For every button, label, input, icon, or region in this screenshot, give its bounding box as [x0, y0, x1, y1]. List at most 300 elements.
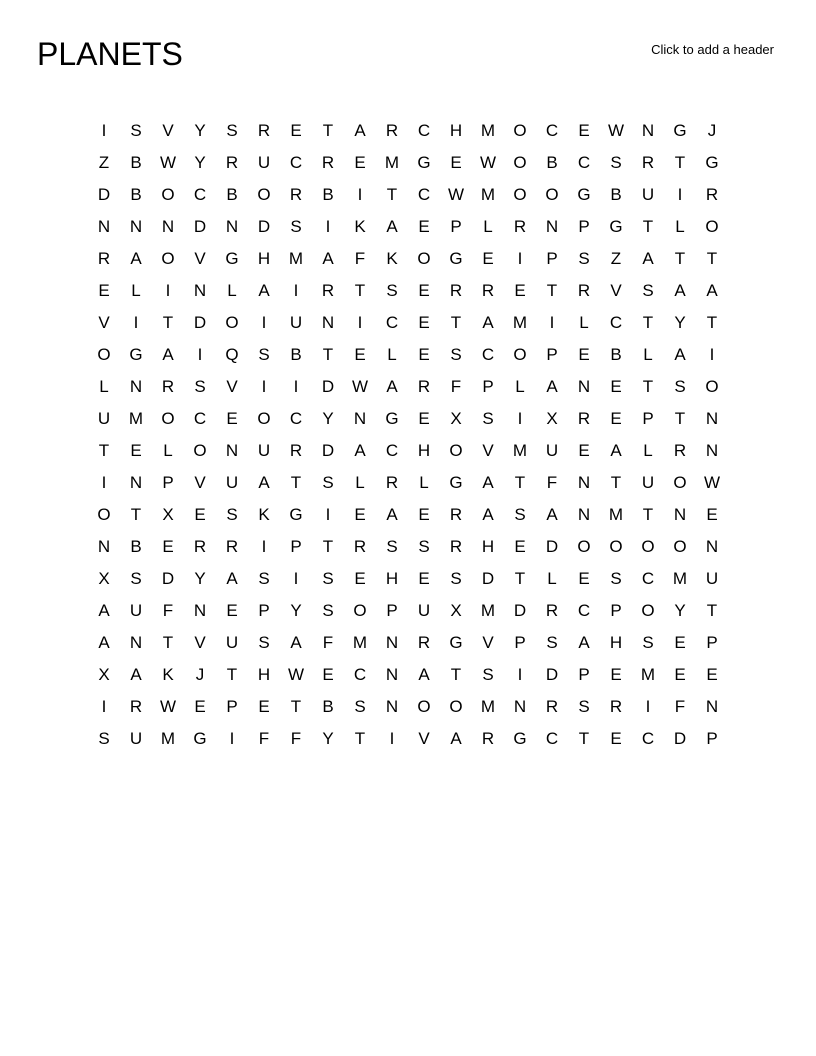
- grid-letter: P: [226, 697, 238, 716]
- grid-letter: R: [225, 153, 239, 172]
- grid-letter: T: [290, 473, 302, 492]
- grid-letter: R: [545, 697, 559, 716]
- grid-letter: I: [229, 729, 235, 748]
- grid-letter: S: [322, 569, 334, 588]
- grid-letter: M: [384, 153, 400, 172]
- grid-letter: E: [610, 729, 622, 748]
- grid-letter: V: [98, 313, 110, 332]
- grid-letter: A: [354, 441, 366, 460]
- grid-letter: A: [322, 249, 334, 268]
- grid-letter: X: [98, 665, 110, 684]
- grid-letter: N: [641, 121, 655, 140]
- grid-letter: E: [482, 249, 494, 268]
- grid-letter: L: [643, 441, 653, 460]
- grid-letter: I: [197, 345, 203, 364]
- grid-letter: L: [483, 217, 493, 236]
- grid-letter: C: [385, 313, 399, 332]
- grid-row: [88, 115, 728, 147]
- grid-letter: D: [481, 569, 495, 588]
- grid-letter: T: [354, 281, 366, 300]
- grid-letter: S: [322, 473, 334, 492]
- grid-letter: S: [674, 377, 686, 396]
- grid-letter: H: [417, 441, 431, 460]
- grid-letter: L: [163, 441, 173, 460]
- grid-letter: R: [673, 441, 687, 460]
- grid-letter: O: [513, 153, 527, 172]
- grid-letter: N: [129, 473, 143, 492]
- grid-letter: W: [447, 185, 465, 204]
- grid-letter: L: [675, 217, 685, 236]
- grid-letter: V: [482, 633, 494, 652]
- grid-letter: P: [642, 409, 654, 428]
- grid-letter: R: [577, 281, 591, 300]
- grid-letter: U: [225, 633, 239, 652]
- grid-letter: U: [97, 409, 111, 428]
- grid-letter: N: [577, 505, 591, 524]
- grid-letter: E: [610, 409, 622, 428]
- grid-letter: G: [129, 345, 143, 364]
- grid-letter: G: [705, 153, 719, 172]
- grid-letter: B: [322, 185, 334, 204]
- grid-letter: M: [128, 409, 144, 428]
- grid-letter: L: [579, 313, 589, 332]
- grid-letter: S: [226, 121, 238, 140]
- grid-row: [88, 403, 728, 435]
- grid-letter: C: [577, 601, 591, 620]
- grid-letter: U: [417, 601, 431, 620]
- grid-letter: E: [610, 665, 622, 684]
- grid-letter: I: [677, 185, 683, 204]
- grid-letter: I: [293, 281, 299, 300]
- grid-letter: B: [130, 185, 142, 204]
- grid-letter: N: [225, 441, 239, 460]
- grid-letter: G: [577, 185, 591, 204]
- grid-letter: N: [385, 665, 399, 684]
- grid-letter: I: [645, 697, 651, 716]
- grid-row: [88, 627, 728, 659]
- grid-letter: I: [357, 185, 363, 204]
- grid-letter: G: [513, 729, 527, 748]
- grid-letter: E: [194, 505, 206, 524]
- grid-letter: I: [325, 217, 331, 236]
- grid-letter: S: [450, 569, 462, 588]
- grid-letter: T: [354, 729, 366, 748]
- grid-letter: M: [512, 313, 528, 332]
- grid-letter: G: [449, 249, 463, 268]
- grid-letter: N: [321, 313, 335, 332]
- grid-letter: E: [674, 665, 686, 684]
- grid-letter: A: [482, 505, 494, 524]
- grid-letter: N: [161, 217, 175, 236]
- grid-letter: T: [642, 313, 654, 332]
- grid-letter: X: [546, 409, 558, 428]
- grid-letter: X: [98, 569, 110, 588]
- grid-letter: I: [261, 377, 267, 396]
- grid-letter: H: [481, 537, 495, 556]
- grid-letter: M: [512, 441, 528, 460]
- grid-letter: I: [389, 729, 395, 748]
- grid-letter: P: [546, 345, 558, 364]
- grid-letter: C: [193, 409, 207, 428]
- grid-letter: M: [608, 505, 624, 524]
- grid-letter: T: [674, 249, 686, 268]
- grid-letter: P: [578, 217, 590, 236]
- grid-letter: S: [130, 569, 142, 588]
- grid-letter: M: [480, 601, 496, 620]
- grid-letter: A: [162, 345, 174, 364]
- add-header-placeholder[interactable]: Click to add a header: [651, 42, 774, 57]
- grid-letter: C: [577, 153, 591, 172]
- grid-letter: C: [481, 345, 495, 364]
- grid-letter: T: [706, 313, 718, 332]
- grid-letter: A: [98, 633, 110, 652]
- grid-letter: O: [673, 473, 687, 492]
- grid-letter: A: [258, 473, 270, 492]
- grid-letter: V: [226, 377, 238, 396]
- grid-letter: S: [642, 281, 654, 300]
- grid-letter: E: [354, 153, 366, 172]
- grid-row: [88, 531, 728, 563]
- grid-letter: D: [97, 185, 111, 204]
- grid-letter: C: [353, 665, 367, 684]
- grid-letter: M: [672, 569, 688, 588]
- grid-letter: R: [449, 505, 463, 524]
- grid-letter: Y: [674, 313, 686, 332]
- grid-row: [88, 339, 728, 371]
- grid-letter: S: [354, 697, 366, 716]
- grid-letter: B: [610, 185, 622, 204]
- grid-letter: U: [129, 601, 143, 620]
- grid-letter: J: [195, 665, 205, 684]
- grid-letter: N: [129, 377, 143, 396]
- grid-letter: P: [610, 601, 622, 620]
- grid-letter: G: [193, 729, 207, 748]
- grid-letter: U: [545, 441, 559, 460]
- page-title: PLANETS: [37, 36, 183, 72]
- grid-letter: C: [641, 569, 655, 588]
- grid-letter: V: [162, 121, 174, 140]
- grid-letter: G: [417, 153, 431, 172]
- grid-letter: S: [386, 281, 398, 300]
- grid-letter: M: [480, 697, 496, 716]
- grid-letter: B: [290, 345, 302, 364]
- grid-letter: T: [98, 441, 110, 460]
- grid-letter: P: [258, 601, 270, 620]
- grid-letter: D: [193, 313, 207, 332]
- grid-letter: V: [194, 633, 206, 652]
- grid-letter: A: [290, 633, 302, 652]
- grid-letter: I: [101, 473, 107, 492]
- grid-letter: O: [705, 377, 719, 396]
- grid-letter: E: [98, 281, 110, 300]
- grid-letter: O: [161, 185, 175, 204]
- grid-letter: V: [610, 281, 622, 300]
- grid-row: [88, 243, 728, 275]
- grid-row: [88, 275, 728, 307]
- grid-letter: A: [706, 281, 718, 300]
- grid-letter: O: [513, 345, 527, 364]
- grid-letter: A: [450, 729, 462, 748]
- grid-letter: R: [417, 377, 431, 396]
- grid-letter: G: [385, 409, 399, 428]
- grid-letter: R: [289, 441, 303, 460]
- grid-letter: R: [353, 537, 367, 556]
- grid-letter: V: [482, 441, 494, 460]
- grid-letter: Y: [674, 601, 686, 620]
- grid-letter: G: [673, 121, 687, 140]
- grid-letter: E: [514, 537, 526, 556]
- grid-letter: O: [193, 441, 207, 460]
- grid-letter: I: [261, 313, 267, 332]
- grid-letter: C: [545, 121, 559, 140]
- grid-letter: U: [257, 153, 271, 172]
- grid-letter: A: [418, 665, 430, 684]
- grid-letter: I: [549, 313, 555, 332]
- grid-row: [88, 659, 728, 691]
- grid-letter: T: [610, 473, 622, 492]
- grid-letter: T: [674, 153, 686, 172]
- grid-letter: R: [609, 697, 623, 716]
- grid-letter: O: [97, 345, 111, 364]
- grid-letter: E: [226, 409, 238, 428]
- grid-letter: A: [130, 665, 142, 684]
- grid-letter: N: [513, 697, 527, 716]
- grid-letter: R: [385, 473, 399, 492]
- grid-letter: O: [353, 601, 367, 620]
- grid-letter: P: [450, 217, 462, 236]
- grid-letter: M: [288, 249, 304, 268]
- grid-letter: R: [513, 217, 527, 236]
- grid-row: [88, 435, 728, 467]
- grid-letter: S: [290, 217, 302, 236]
- grid-row: [88, 563, 728, 595]
- grid-letter: T: [514, 569, 526, 588]
- grid-letter: D: [513, 601, 527, 620]
- grid-letter: G: [225, 249, 239, 268]
- grid-letter: C: [289, 409, 303, 428]
- grid-letter: R: [321, 153, 335, 172]
- grid-row: [88, 723, 728, 755]
- grid-letter: T: [642, 377, 654, 396]
- grid-letter: N: [129, 217, 143, 236]
- grid-letter: U: [225, 473, 239, 492]
- grid-letter: S: [578, 249, 590, 268]
- grid-letter: N: [385, 633, 399, 652]
- grid-letter: B: [322, 697, 334, 716]
- grid-letter: A: [386, 217, 398, 236]
- grid-letter: R: [545, 601, 559, 620]
- grid-letter: O: [449, 441, 463, 460]
- grid-letter: R: [257, 121, 271, 140]
- grid-letter: E: [354, 345, 366, 364]
- grid-letter: S: [578, 697, 590, 716]
- grid-letter: T: [322, 537, 334, 556]
- grid-letter: I: [325, 505, 331, 524]
- grid-letter: N: [385, 697, 399, 716]
- grid-letter: P: [578, 665, 590, 684]
- grid-letter: S: [98, 729, 110, 748]
- grid-letter: E: [162, 537, 174, 556]
- grid-letter: G: [449, 633, 463, 652]
- grid-letter: R: [481, 729, 495, 748]
- grid-letter: P: [482, 377, 494, 396]
- grid-letter: E: [194, 697, 206, 716]
- grid-letter: A: [546, 505, 558, 524]
- grid-letter: A: [674, 281, 686, 300]
- grid-letter: A: [610, 441, 622, 460]
- grid-letter: E: [418, 345, 430, 364]
- grid-letter: B: [226, 185, 238, 204]
- grid-letter: E: [418, 313, 430, 332]
- grid-letter: F: [322, 633, 334, 652]
- grid-letter: V: [418, 729, 430, 748]
- grid-letter: R: [161, 377, 175, 396]
- grid-letter: D: [545, 665, 559, 684]
- grid-letter: D: [161, 569, 175, 588]
- grid-letter: N: [97, 217, 111, 236]
- grid-letter: N: [673, 505, 687, 524]
- grid-letter: W: [159, 153, 177, 172]
- grid-letter: L: [515, 377, 525, 396]
- grid-letter: O: [161, 249, 175, 268]
- grid-letter: I: [293, 569, 299, 588]
- grid-letter: N: [577, 473, 591, 492]
- grid-letter: N: [129, 633, 143, 652]
- grid-letter: T: [386, 185, 398, 204]
- grid-letter: V: [194, 473, 206, 492]
- grid-letter: O: [449, 697, 463, 716]
- grid-letter: A: [98, 601, 110, 620]
- grid-letter: V: [194, 249, 206, 268]
- grid-letter: T: [290, 697, 302, 716]
- grid-letter: E: [578, 121, 590, 140]
- grid-letter: O: [545, 185, 559, 204]
- grid-letter: Y: [194, 569, 206, 588]
- grid-letter: S: [482, 665, 494, 684]
- grid-letter: P: [290, 537, 302, 556]
- grid-letter: D: [321, 377, 335, 396]
- grid-letter: S: [194, 377, 206, 396]
- grid-letter: O: [97, 505, 111, 524]
- grid-letter: I: [517, 409, 523, 428]
- grid-letter: W: [287, 665, 305, 684]
- grid-letter: U: [289, 313, 303, 332]
- grid-letter: E: [418, 281, 430, 300]
- grid-letter: O: [257, 185, 271, 204]
- grid-letter: S: [322, 601, 334, 620]
- grid-row: [88, 467, 728, 499]
- grid-letter: U: [129, 729, 143, 748]
- grid-letter: Z: [98, 153, 110, 172]
- grid-letter: S: [386, 537, 398, 556]
- grid-row: [88, 371, 728, 403]
- grid-letter: A: [546, 377, 558, 396]
- grid-letter: S: [482, 409, 494, 428]
- grid-letter: I: [101, 121, 107, 140]
- grid-letter: R: [289, 185, 303, 204]
- grid-letter: O: [417, 249, 431, 268]
- grid-letter: O: [705, 217, 719, 236]
- grid-letter: S: [610, 569, 622, 588]
- grid-letter: Y: [322, 409, 334, 428]
- grid-letter: F: [546, 473, 558, 492]
- grid-letter: C: [417, 121, 431, 140]
- grid-letter: O: [225, 313, 239, 332]
- grid-letter: K: [162, 665, 174, 684]
- grid-letter: U: [641, 473, 655, 492]
- grid-letter: H: [257, 665, 271, 684]
- grid-letter: W: [479, 153, 497, 172]
- grid-letter: E: [578, 569, 590, 588]
- grid-letter: T: [642, 505, 654, 524]
- grid-letter: X: [162, 505, 174, 524]
- grid-letter: Y: [290, 601, 302, 620]
- grid-letter: A: [258, 281, 270, 300]
- grid-letter: E: [450, 153, 462, 172]
- grid-letter: O: [641, 537, 655, 556]
- grid-letter: F: [450, 377, 462, 396]
- grid-letter: R: [97, 249, 111, 268]
- grid-letter: E: [226, 601, 238, 620]
- grid-letter: O: [513, 185, 527, 204]
- grid-letter: G: [609, 217, 623, 236]
- grid-letter: E: [514, 281, 526, 300]
- grid-letter: F: [354, 249, 366, 268]
- grid-letter: S: [258, 633, 270, 652]
- grid-letter: U: [641, 185, 655, 204]
- grid-letter: A: [130, 249, 142, 268]
- grid-letter: M: [480, 121, 496, 140]
- grid-letter: E: [418, 569, 430, 588]
- grid-letter: C: [193, 185, 207, 204]
- grid-row: [88, 499, 728, 531]
- grid-letter: S: [514, 505, 526, 524]
- grid-letter: O: [673, 537, 687, 556]
- grid-letter: T: [130, 505, 142, 524]
- grid-letter: E: [354, 505, 366, 524]
- grid-letter: K: [386, 249, 398, 268]
- grid-letter: O: [609, 537, 623, 556]
- grid-letter: T: [706, 249, 718, 268]
- grid-letter: R: [417, 633, 431, 652]
- grid-row: [88, 307, 728, 339]
- grid-letter: T: [642, 217, 654, 236]
- grid-letter: T: [706, 601, 718, 620]
- grid-letter: N: [705, 441, 719, 460]
- grid-letter: I: [293, 377, 299, 396]
- grid-letter: N: [705, 697, 719, 716]
- grid-letter: C: [417, 185, 431, 204]
- grid-row: [88, 211, 728, 243]
- grid-letter: B: [546, 153, 558, 172]
- grid-letter: I: [517, 249, 523, 268]
- grid-letter: A: [482, 313, 494, 332]
- grid-letter: O: [513, 121, 527, 140]
- word-search-grid: [88, 115, 728, 755]
- grid-letter: T: [226, 665, 238, 684]
- grid-letter: N: [705, 537, 719, 556]
- grid-letter: R: [705, 185, 719, 204]
- grid-row: [88, 691, 728, 723]
- grid-letter: K: [354, 217, 366, 236]
- grid-letter: E: [674, 633, 686, 652]
- grid-letter: X: [450, 409, 462, 428]
- grid-letter: N: [193, 281, 207, 300]
- grid-letter: B: [610, 345, 622, 364]
- grid-letter: O: [417, 697, 431, 716]
- grid-letter: W: [703, 473, 721, 492]
- grid-letter: W: [607, 121, 625, 140]
